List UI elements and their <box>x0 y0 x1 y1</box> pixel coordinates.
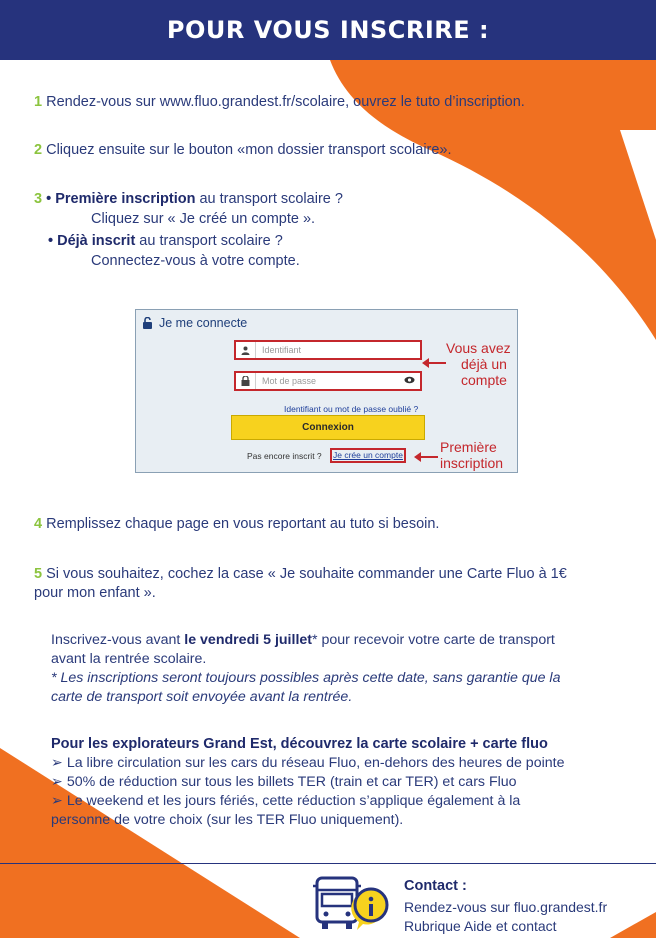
step-number: 4 <box>34 516 43 532</box>
connexion-button[interactable]: Connexion <box>231 415 425 440</box>
bus-info-icon <box>313 872 393 934</box>
step-5 <box>34 564 567 584</box>
step-text: Remplissez chaque page en vous reportant au tuto si besoin. <box>46 516 440 532</box>
lock-icon <box>236 373 256 389</box>
deadline-post: * pour recevoir votre carte de transport <box>312 632 555 648</box>
login-title: Je me connecte <box>159 316 248 330</box>
already-account-note-line2: déjà un <box>461 356 507 372</box>
deadline-line1 <box>51 631 603 650</box>
step-number: 2 <box>34 142 43 158</box>
contact-rubrique: Rubrique Aide et contact <box>404 918 557 934</box>
first-registration-rest: au transport scolaire ? <box>195 191 343 207</box>
already-registered-rest: au transport scolaire ? <box>135 233 283 249</box>
step-text: Cliquez ensuite sur le bouton «mon dossier transport scolaire». <box>46 142 452 158</box>
step-number: 3 <box>34 191 43 207</box>
unlock-icon <box>142 317 153 329</box>
step-number: 5 <box>34 566 43 582</box>
contact-website[interactable]: Rendez-vous sur fluo.grandest.fr <box>404 899 608 915</box>
arrow-to-fields-icon <box>420 355 448 371</box>
explorateurs-item: ➢ Le weekend et les jours fériés, cette réduction s’applique également à la <box>51 793 521 809</box>
identifiant-field[interactable] <box>234 340 422 360</box>
create-account-link[interactable]: Je crée un compte <box>330 448 406 463</box>
already-registered <box>48 231 283 251</box>
explorateurs-item: ➢ La libre circulation sur les cars du réseau Fluo, en-dehors des heures de pointe <box>51 755 565 771</box>
bullet: • <box>46 191 52 207</box>
step-1 <box>34 92 525 112</box>
deadline-date: le vendredi 5 juillet <box>184 632 312 648</box>
footer-divider <box>0 863 656 864</box>
first-registration-instruction: Cliquez sur « Je créé un compte ». <box>91 211 316 227</box>
first-registration-note-line2: inscription <box>440 455 504 471</box>
already-registered-label: Déjà inscrit <box>57 233 136 249</box>
already-registered-instruction: Connectez-vous à votre compte. <box>91 253 300 269</box>
step-3 <box>34 189 343 209</box>
explorateurs-item: ➢ 50% de réduction sur tous les billets TER (train et car TER) et cars Fluo <box>51 774 517 790</box>
arrow-to-create-link-icon <box>412 449 440 465</box>
bullet: • <box>48 233 54 249</box>
page-title: POUR VOUS INSCRIRE : <box>166 16 490 44</box>
step-2 <box>34 140 452 160</box>
contact-title: Contact : <box>404 878 467 894</box>
explorateurs-title: Pour les explorateurs Grand Est, découvrez la carte scolaire + carte fluo <box>51 736 548 752</box>
eye-icon[interactable] <box>404 376 415 387</box>
first-registration-label: Première inscription <box>55 191 196 207</box>
explorateurs-item: personne de votre choix (sur les TER Fluo uniquement). <box>51 812 404 828</box>
step-number: 1 <box>34 94 43 110</box>
forgot-credentials-link[interactable]: Identifiant ou mot de passe oublié ? <box>284 404 419 414</box>
deadline-note-line2: carte de transport soit envoyée avant la rentrée. <box>51 689 353 705</box>
password-field[interactable] <box>234 371 422 391</box>
identifiant-placeholder: Identifiant <box>262 345 302 355</box>
deadline-line2: avant la rentrée scolaire. <box>51 651 207 667</box>
first-registration-note-line1: Première <box>440 439 497 455</box>
step-text: Si vous souhaitez, cochez la case « Je souhaite commander une Carte Fluo à 1€ <box>46 566 567 582</box>
step-5-continued: pour mon enfant ». <box>34 585 156 601</box>
step-4 <box>34 514 439 534</box>
password-placeholder: Mot de passe <box>262 376 317 386</box>
deadline-note-line1: * Les inscriptions seront toujours possibles après cette date, sans garantie que la <box>51 670 561 686</box>
already-account-note-line1: Vous avez <box>446 340 511 356</box>
user-icon <box>236 342 256 358</box>
deadline-pre: Inscrivez-vous avant <box>51 632 185 648</box>
already-account-note-line3: compte <box>461 372 507 388</box>
step-text: Rendez-vous sur www.fluo.grandest.fr/scolaire, ouvrez le tuto d’inscription. <box>46 94 525 110</box>
not-registered-label: Pas encore inscrit ? <box>247 451 322 461</box>
login-header <box>142 316 247 330</box>
